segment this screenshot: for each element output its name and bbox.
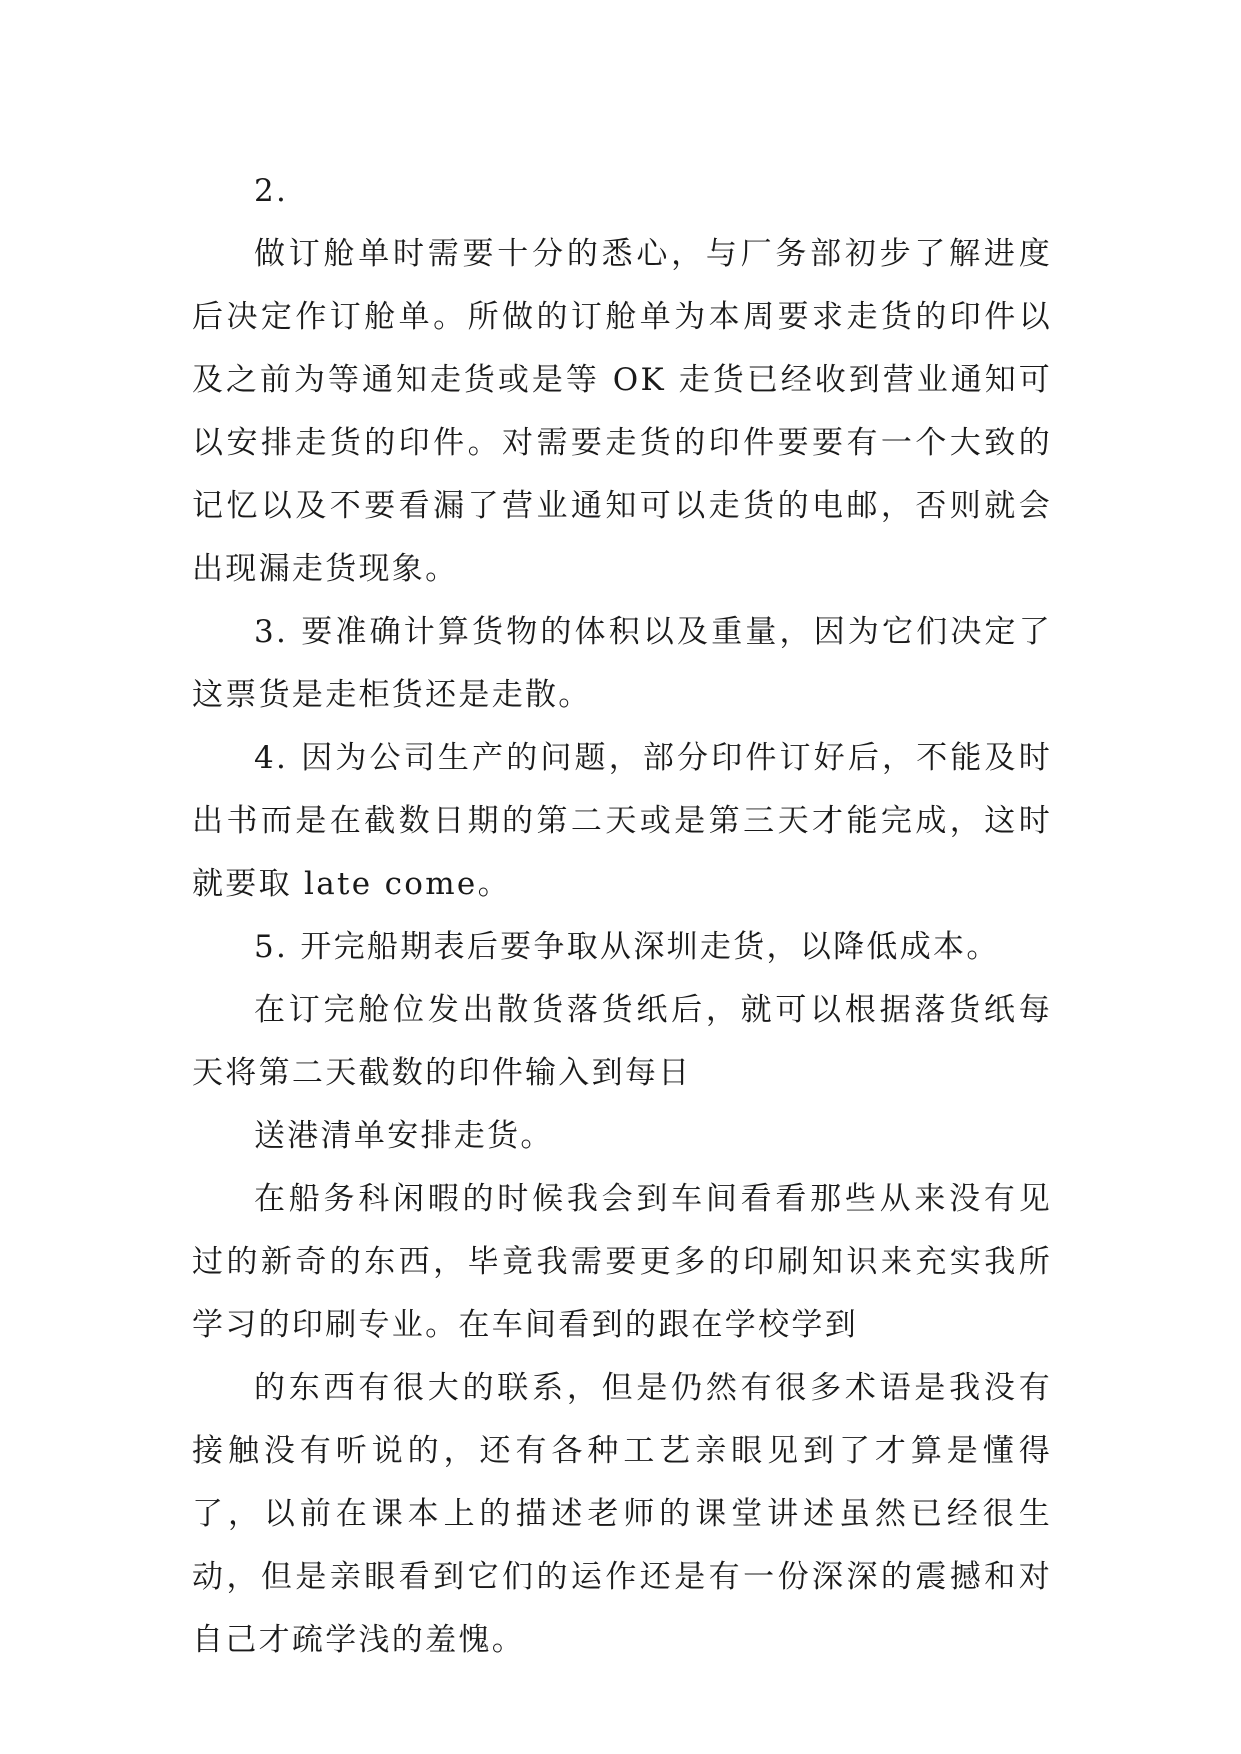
paragraph-item-4-late-come: 4. 因为公司生产的问题，部分印件订好后，不能及时出书而是在截数日期的第二天或是第三天才能完成，这时就要取 late come。	[192, 740, 1052, 902]
paragraph-item-3-volume-weight: 3. 要准确计算货物的体积以及重量，因为它们决定了这票货是走柜货还是走散。	[192, 614, 1052, 713]
paragraph-item-5-shenzhen: 5. 开完船期表后要争取从深圳走货，以降低成本。	[254, 929, 1000, 965]
paragraph-item-2-heading: 2.	[254, 173, 289, 209]
paragraph-port-list: 送港清单安排走货。	[254, 1118, 554, 1154]
paragraph-loading-paper: 在订完舱位发出散货落货纸后，就可以根据落货纸每天将第二天截数的印件输入到每日	[192, 992, 1052, 1091]
paragraph-workshop-visit: 在船务科闲暇的时候我会到车间看看那些从来没有见过的新奇的东西，毕竟我需要更多的印刷知识来充实我所学习的印刷专业。在车间看到的跟在学校学到	[192, 1181, 1052, 1343]
paragraph-booking-sheet: 做订舱单时需要十分的悉心，与厂务部初步了解进度后决定作订舱单。所做的订舱单为本周要求走货的印件以及之前为等通知走货或是等 OK 走货已经收到营业通知可以安排走货的印件。对需要走货的印件要要有一个大致的记忆以及不要看漏了营业通知可以走货的电邮，否则就会出现漏走货现象。	[192, 236, 1052, 587]
paragraph-workshop-reflection: 的东西有很大的联系，但是仍然有很多术语是我没有接触没有听说的，还有各种工艺亲眼见到了才算是懂得了，以前在课本上的描述老师的课堂讲述虽然已经很生动，但是亲眼看到它们的运作还是有一份深深的震撼和对自己才疏学浅的羞愧。	[192, 1370, 1052, 1658]
document-body	[192, 160, 1052, 1672]
